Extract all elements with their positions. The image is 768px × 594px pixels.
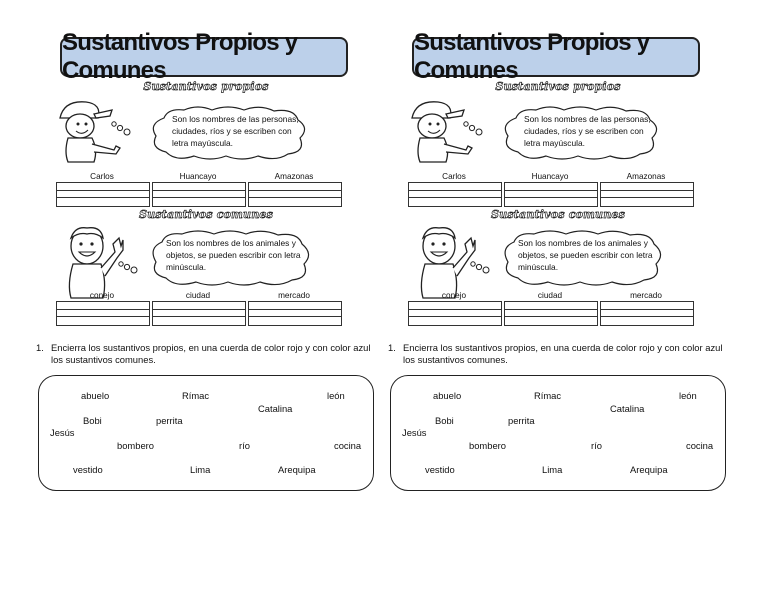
word-item[interactable]: Catalina xyxy=(610,403,645,414)
writing-lines[interactable] xyxy=(248,301,342,326)
word-item[interactable]: Rímac xyxy=(182,390,210,401)
word-item[interactable]: león xyxy=(679,390,697,401)
proper-definition-cloud xyxy=(148,106,310,162)
exercise-instruction-text: Encierra los sustantivos propios, en una cuerda de color rojo y con color azul los sustantivos comunes. xyxy=(51,342,371,365)
word-box xyxy=(390,375,726,491)
common-definition-cloud xyxy=(500,230,666,288)
common-definition-cloud xyxy=(148,230,314,288)
word-item[interactable]: vestido xyxy=(73,464,103,475)
common-definition-text: Son los nombres de los animales y objetos, se pueden escribir con letra minúscula. xyxy=(166,238,301,273)
boy-waving-illustration xyxy=(61,224,141,300)
common-nouns-heading: Sustantivos comunes xyxy=(490,208,625,221)
proper-example-label: Huancayo xyxy=(179,172,217,181)
worksheet-left xyxy=(36,30,376,498)
boy-cap-illustration xyxy=(54,96,134,166)
common-example-label: mercado xyxy=(278,291,310,300)
writing-lines[interactable] xyxy=(248,182,342,207)
word-item[interactable]: cocina xyxy=(686,440,714,451)
boy-waving-illustration xyxy=(413,224,493,300)
writing-lines[interactable] xyxy=(600,182,694,207)
proper-example-label: Amazonas xyxy=(274,172,314,181)
worksheet-right xyxy=(388,30,728,498)
common-example-label: ciudad xyxy=(185,291,211,300)
proper-definition-text: Son los nombres de las personas, ciudades, ríos y se escriben con letra mayúscula. xyxy=(524,114,651,149)
common-example-label: mercado xyxy=(630,291,662,300)
common-example-label: conejo xyxy=(441,291,467,300)
worksheet-title: Sustantivos Propios y Comunes xyxy=(412,37,700,77)
word-item[interactable]: Bobi xyxy=(435,415,454,426)
word-item[interactable]: Jesús xyxy=(50,427,75,438)
word-item[interactable]: cocina xyxy=(334,440,362,451)
word-item[interactable]: Rímac xyxy=(534,390,562,401)
word-item[interactable]: río xyxy=(239,440,250,451)
word-item[interactable]: bombero xyxy=(117,440,155,451)
word-item[interactable]: Arequipa xyxy=(630,464,668,475)
proper-example-label: Amazonas xyxy=(626,172,666,181)
common-definition-text: Son los nombres de los animales y objetos, se pueden escribir con letra minúscula. xyxy=(518,238,653,273)
word-item[interactable]: Arequipa xyxy=(278,464,316,475)
proper-nouns-heading: Sustantivos propios xyxy=(495,80,621,93)
word-item[interactable]: río xyxy=(591,440,602,451)
proper-definition-cloud xyxy=(500,106,662,162)
word-item[interactable]: abuelo xyxy=(433,390,462,401)
word-item[interactable]: perrita xyxy=(156,415,183,426)
writing-lines[interactable] xyxy=(504,301,598,326)
common-example-label: conejo xyxy=(89,291,115,300)
word-item[interactable]: Catalina xyxy=(258,403,293,414)
worksheet-title: Sustantivos Propios y Comunes xyxy=(60,37,348,77)
exercise-number: 1. xyxy=(388,342,396,353)
word-item[interactable]: león xyxy=(327,390,345,401)
word-item[interactable]: Jesús xyxy=(402,427,427,438)
proper-definition-text: Son los nombres de las personas, ciudades, ríos y se escriben con letra mayúscula. xyxy=(172,114,299,149)
word-box xyxy=(38,375,374,491)
word-item[interactable]: Lima xyxy=(190,464,211,475)
word-item[interactable]: bombero xyxy=(469,440,507,451)
proper-example-label: Carlos xyxy=(442,172,466,181)
common-example-label: ciudad xyxy=(537,291,563,300)
proper-example-label: Huancayo xyxy=(531,172,569,181)
exercise-instruction-text: Encierra los sustantivos propios, en una cuerda de color rojo y con color azul los sustantivos comunes. xyxy=(403,342,723,365)
proper-nouns-heading: Sustantivos propios xyxy=(143,80,269,93)
exercise-number: 1. xyxy=(36,342,44,353)
writing-lines[interactable] xyxy=(408,182,502,207)
common-nouns-heading: Sustantivos comunes xyxy=(138,208,273,221)
writing-lines[interactable] xyxy=(408,301,502,326)
word-item[interactable]: vestido xyxy=(425,464,455,475)
word-item[interactable]: Bobi xyxy=(83,415,102,426)
writing-lines[interactable] xyxy=(600,301,694,326)
writing-lines[interactable] xyxy=(152,301,246,326)
word-item[interactable]: abuelo xyxy=(81,390,110,401)
writing-lines[interactable] xyxy=(56,182,150,207)
word-item[interactable]: perrita xyxy=(508,415,535,426)
boy-cap-illustration xyxy=(406,96,486,166)
writing-lines[interactable] xyxy=(152,182,246,207)
writing-lines[interactable] xyxy=(56,301,150,326)
proper-example-label: Carlos xyxy=(90,172,114,181)
writing-lines[interactable] xyxy=(504,182,598,207)
word-item[interactable]: Lima xyxy=(542,464,563,475)
